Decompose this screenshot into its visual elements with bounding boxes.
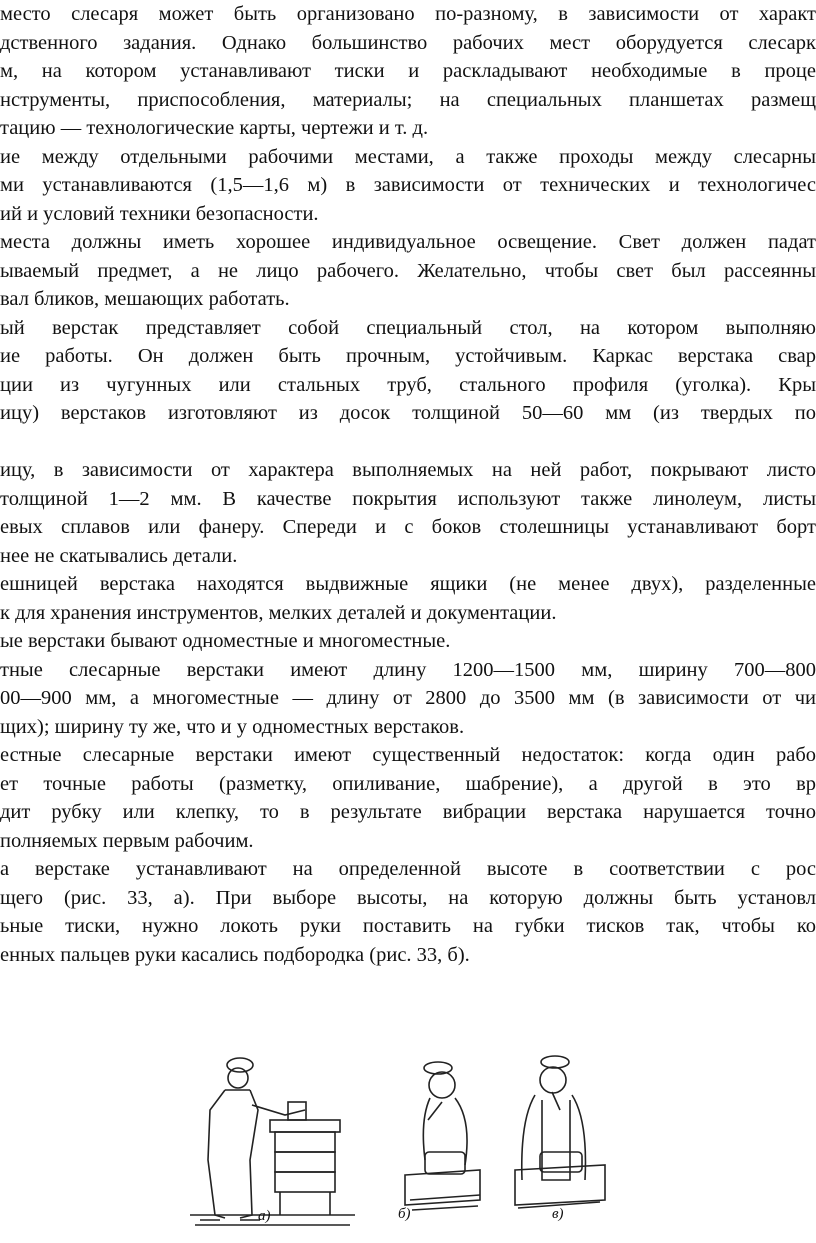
workbench-illustration	[180, 1040, 660, 1240]
text-line: ешницей верстака находятся выдвижные ящики (не менее двух), разделенные	[0, 573, 816, 595]
text-line: полняемых первым рабочим.	[0, 829, 254, 852]
text-line: ицу, в зависимости от характера выполняемых на ней работ, покрывают листо	[0, 459, 816, 481]
text-line: ие работы. Он должен быть прочным, устойчивым. Каркас верстака свар	[0, 345, 816, 367]
text-line: к для хранения инструментов, мелких деталей и документации.	[0, 601, 557, 624]
text-line: ие между отдельными рабочими местами, а также проходы между слесарны	[0, 145, 816, 168]
figure-caption-a: а)	[258, 1208, 271, 1224]
figure-caption-c: в)	[552, 1206, 564, 1222]
text-line: ий и условий техники безопасности.	[0, 202, 319, 225]
text-line: нее не скатывались детали.	[0, 544, 238, 567]
text-line: места должны иметь хорошее индивидуальное освещение. Свет должен падат	[0, 231, 816, 253]
text-line: дственного задания. Однако большинство рабочих мест оборудуется слесарк	[0, 31, 816, 54]
text-line: место слесаря может быть организовано по-разному, в зависимости от характ	[0, 3, 816, 25]
text-line: щих); ширину ту же, что и у одноместных верстаков.	[0, 715, 465, 738]
text-line: тацию — технологические карты, чертежи и т. д.	[0, 117, 429, 139]
text-line: ый верстак представляет собой специальный стол, на котором выполняю	[0, 316, 816, 339]
text-line: ции из чугунных или стальных труб, стального профиля (уголка). Кры	[0, 373, 816, 396]
text-line: ываемый предмет, а не лицо рабочего. Желательно, чтобы свет был рассеянны	[0, 259, 816, 282]
text-line: енных пальцев руки касались подбородка (рис. 33, б).	[0, 943, 470, 966]
figure-workbench-illustration	[180, 1040, 660, 1240]
figure-caption-b: б)	[398, 1206, 411, 1222]
text-line: ицу) верстаков изготовляют из досок толщиной 50—60 мм (из твердых по	[0, 402, 816, 424]
text-line: ет точные работы (разметку, опиливание, шабрение), а другой в это вр	[0, 772, 816, 795]
text-line: м, на котором устанавливают тиски и раскладывают необходимые в проце	[0, 60, 816, 82]
text-line: ьные тиски, нужно локоть руки поставить на губки тисков так, чтобы ко	[0, 915, 816, 937]
text-line: толщиной 1—2 мм. В качестве покрытия используют также линолеум, листы	[0, 487, 816, 510]
text-line: естные слесарные верстаки имеют существенный недостаток: когда один рабо	[0, 744, 816, 766]
text-line: нструменты, приспособления, материалы; на специальных планшетах размещ	[0, 88, 816, 111]
text-line: щего (рис. 33, а). При выборе высоты, на которую должны быть установл	[0, 886, 816, 909]
text-line: тные слесарные верстаки имеют длину 1200—1500 мм, ширину 700—800	[0, 658, 816, 681]
text-line: а верстаке устанавливают на определенной высоте в соответствии с рос	[0, 858, 816, 880]
text-line: евых сплавов или фанеру. Спереди и с боков столешницы устанавливают борт	[0, 516, 816, 538]
text-line: ми устанавливаются (1,5—1,6 м) в зависимости от технических и технологичес	[0, 174, 816, 196]
text-line: дит рубку или клепку, то в результате вибрации верстака нарушается точно	[0, 801, 816, 823]
text-line: 00—900 мм, а многоместные — длину от 2800 до 3500 мм (в зависимости от чи	[0, 687, 816, 709]
text-line: вал бликов, мешающих работать.	[0, 288, 290, 310]
text-line: ые верстаки бывают одноместные и многоместные.	[0, 630, 451, 652]
